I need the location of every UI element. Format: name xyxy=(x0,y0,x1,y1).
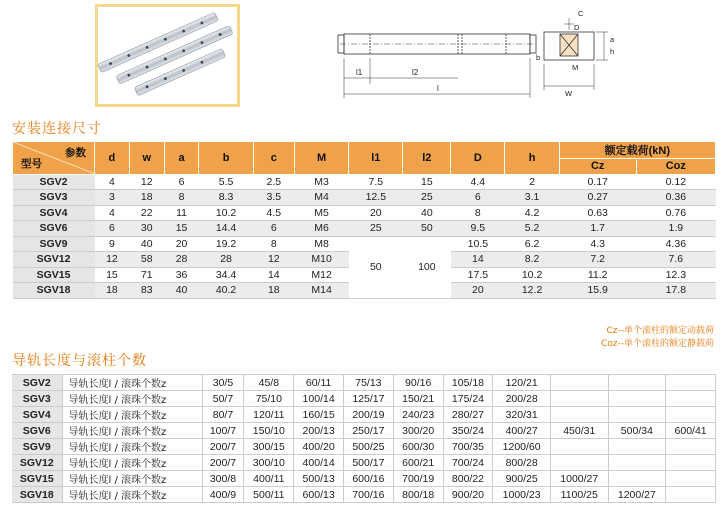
table-cell: 6 xyxy=(253,221,294,237)
length-desc-cell: 导轨长度l / 滚珠个数z xyxy=(62,391,202,407)
dim-label-d: D xyxy=(574,23,580,32)
table-cell xyxy=(666,487,716,503)
col-header-D: D xyxy=(451,142,505,175)
table-cell: 4.36 xyxy=(636,236,715,252)
table-cell: 300/15 xyxy=(244,439,294,455)
dim-label-l1: l1 xyxy=(356,68,363,77)
table-cell: 18 xyxy=(129,190,164,206)
table-row xyxy=(12,375,716,391)
length-desc-cell: 导轨长度l / 滚珠个数z xyxy=(62,455,202,471)
table-cell: M4 xyxy=(294,190,348,206)
table-cell xyxy=(608,471,666,487)
table-cell: 240/23 xyxy=(393,407,443,423)
table-cell: 60/11 xyxy=(294,375,344,391)
table-cell: 8.3 xyxy=(199,190,253,206)
table-cell: 600/13 xyxy=(294,487,344,503)
table-cell: M12 xyxy=(294,267,348,283)
table-cell: 500/34 xyxy=(608,423,666,439)
table-cell: 7.5 xyxy=(349,174,403,190)
table-cell: 5.5 xyxy=(199,174,253,190)
table-cell: 400/9 xyxy=(202,487,244,503)
table-cell: 4.5 xyxy=(253,205,294,221)
table-cell xyxy=(666,455,716,471)
model-cell: SGV9 xyxy=(13,236,95,252)
table-cell: 58 xyxy=(129,252,164,268)
table-cell: 1.9 xyxy=(636,221,715,237)
table-cell: 300/10 xyxy=(244,455,294,471)
table-cell: 5.2 xyxy=(505,221,559,237)
model-cell: SGV4 xyxy=(13,205,95,221)
corner-header xyxy=(13,142,95,175)
table-cell: 100/7 xyxy=(202,423,244,439)
corner-model-label: 型号 xyxy=(21,157,42,170)
table-cell: 12 xyxy=(129,174,164,190)
col-header-h: h xyxy=(505,142,559,175)
dimension-table xyxy=(12,141,716,299)
table-row xyxy=(13,221,716,237)
table-cell: 100/14 xyxy=(294,391,344,407)
table-cell: 150/10 xyxy=(244,423,294,439)
table-cell: 12.5 xyxy=(349,190,403,206)
model-cell: SGV12 xyxy=(13,252,95,268)
table-row xyxy=(13,236,716,252)
section-title-mounting: 安装连接尺寸 xyxy=(12,121,102,137)
table-cell xyxy=(608,407,666,423)
corner-param-label: 参数 xyxy=(65,147,86,159)
table-cell xyxy=(550,455,608,471)
note-cz: Cz--单个滚柱的额定动载荷 xyxy=(606,326,714,336)
table-cell: 6.2 xyxy=(505,236,559,252)
table-cell: 9.5 xyxy=(451,221,505,237)
table-cell xyxy=(666,407,716,423)
table-cell: 22 xyxy=(129,205,164,221)
table-cell: 900/25 xyxy=(493,471,551,487)
table-row xyxy=(12,471,716,487)
table-cell: 0.36 xyxy=(636,190,715,206)
table-cell: 4.4 xyxy=(451,174,505,190)
model-cell: SGV2 xyxy=(12,375,62,391)
table-cell: 12.3 xyxy=(636,267,715,283)
table-cell: 700/35 xyxy=(443,439,493,455)
table-cell xyxy=(550,391,608,407)
model-cell: SGV4 xyxy=(12,407,62,423)
model-cell: SGV6 xyxy=(12,423,62,439)
table-cell: 300/20 xyxy=(393,423,443,439)
table-cell: 20 xyxy=(451,283,505,299)
dim-label-l2: l2 xyxy=(412,68,419,77)
dim-label-c: C xyxy=(578,9,584,18)
col-header-b: b xyxy=(199,142,253,175)
table-cell: 700/19 xyxy=(393,471,443,487)
model-cell: SGV3 xyxy=(12,391,62,407)
length-desc-cell: 导轨长度l / 滚珠个数z xyxy=(62,439,202,455)
table-cell: 0.17 xyxy=(559,174,636,190)
table-cell: 4 xyxy=(95,205,130,221)
table-cell: 125/17 xyxy=(344,391,394,407)
table-cell: 0.12 xyxy=(636,174,715,190)
table-cell xyxy=(550,375,608,391)
table-row xyxy=(12,487,716,503)
table-cell: 1100/25 xyxy=(550,487,608,503)
table-cell: 14 xyxy=(253,267,294,283)
table-cell: 10.2 xyxy=(199,205,253,221)
table-cell: 15 xyxy=(164,221,199,237)
table-cell: 0.63 xyxy=(559,205,636,221)
model-cell: SGV2 xyxy=(13,174,95,190)
table-cell: 800/18 xyxy=(393,487,443,503)
table-cell: 18 xyxy=(253,283,294,299)
table-cell: 200/19 xyxy=(344,407,394,423)
table-cell: 6 xyxy=(451,190,505,206)
table-cell: 1200/27 xyxy=(608,487,666,503)
table-cell: 10.5 xyxy=(451,236,505,252)
table-cell: 2 xyxy=(505,174,559,190)
dim-label-h: h xyxy=(610,47,615,56)
table-cell: 700/16 xyxy=(344,487,394,503)
table-cell: 45/8 xyxy=(244,375,294,391)
table-cell: 500/17 xyxy=(344,455,394,471)
table-cell: M14 xyxy=(294,283,348,299)
table-cell xyxy=(550,407,608,423)
table-cell: 600/16 xyxy=(344,471,394,487)
table-cell xyxy=(608,455,666,471)
length-desc-cell: 导轨长度l / 滚珠个数z xyxy=(62,487,202,503)
table-cell: 10.2 xyxy=(505,267,559,283)
table-row xyxy=(12,391,716,407)
col-header-l2: l2 xyxy=(403,142,451,175)
table-cell xyxy=(608,391,666,407)
table-cell: 200/7 xyxy=(202,455,244,471)
table-cell: 0.27 xyxy=(559,190,636,206)
table-cell: 30 xyxy=(129,221,164,237)
col-header-l1: l1 xyxy=(349,142,403,175)
table-cell: 50/7 xyxy=(202,391,244,407)
table-cell: 25 xyxy=(403,190,451,206)
table-cell: 800/28 xyxy=(493,455,551,471)
table-cell: 36 xyxy=(164,267,199,283)
table-cell: 4.2 xyxy=(505,205,559,221)
model-cell: SGV15 xyxy=(13,267,95,283)
table-cell: 1.7 xyxy=(559,221,636,237)
table-cell: 30/5 xyxy=(202,375,244,391)
table-cell: 4.3 xyxy=(559,236,636,252)
section-title-length: 导轨长度与滚柱个数 xyxy=(12,353,147,369)
table-cell: M6 xyxy=(294,221,348,237)
model-cell: SGV18 xyxy=(13,283,95,299)
table-cell: 175/24 xyxy=(443,391,493,407)
table-cell: 8 xyxy=(164,190,199,206)
length-desc-cell: 导轨长度l / 滚珠个数z xyxy=(62,375,202,391)
table-cell: 3 xyxy=(95,190,130,206)
merged-l1-cell: 50 xyxy=(349,236,403,298)
table-cell xyxy=(666,375,716,391)
table-cell: M8 xyxy=(294,236,348,252)
table-row xyxy=(12,407,716,423)
col-header-d: d xyxy=(95,142,130,175)
table-cell: 600/41 xyxy=(666,423,716,439)
table-cell: M10 xyxy=(294,252,348,268)
table-cell xyxy=(608,375,666,391)
table-cell: 50 xyxy=(403,221,451,237)
table-cell: 120/11 xyxy=(244,407,294,423)
table-cell: 250/17 xyxy=(344,423,394,439)
table-cell: 350/24 xyxy=(443,423,493,439)
table-row xyxy=(12,423,716,439)
table-cell: 75/13 xyxy=(344,375,394,391)
table-row xyxy=(13,205,716,221)
table-cell: 25 xyxy=(349,221,403,237)
table-cell: 105/18 xyxy=(443,375,493,391)
table-cell: 83 xyxy=(129,283,164,299)
length-desc-cell: 导轨长度l / 滚珠个数z xyxy=(62,407,202,423)
table-row xyxy=(13,190,716,206)
table-cell: 600/30 xyxy=(393,439,443,455)
dim-label-w: W xyxy=(565,89,573,98)
table-cell: 12 xyxy=(95,252,130,268)
table-cell: 8 xyxy=(253,236,294,252)
table-cell: M5 xyxy=(294,205,348,221)
table-cell: 700/24 xyxy=(443,455,493,471)
col-header-c: c xyxy=(253,142,294,175)
table-cell: 3.1 xyxy=(505,190,559,206)
table-cell: 11 xyxy=(164,205,199,221)
table-cell: 20 xyxy=(164,236,199,252)
col-header-coz: Coz xyxy=(636,159,715,175)
col-header-cz: Cz xyxy=(559,159,636,175)
table-cell: 6 xyxy=(95,221,130,237)
table-cell: 400/11 xyxy=(244,471,294,487)
table-row xyxy=(12,439,716,455)
table-cell: M3 xyxy=(294,174,348,190)
table-cell: 75/10 xyxy=(244,391,294,407)
table-cell: 17.8 xyxy=(636,283,715,299)
table-cell: 150/21 xyxy=(393,391,443,407)
product-photo xyxy=(95,4,240,107)
table-cell: 40.2 xyxy=(199,283,253,299)
model-cell: SGV6 xyxy=(13,221,95,237)
table-cell: 15 xyxy=(95,267,130,283)
table-row xyxy=(13,174,716,190)
table-cell: 0.76 xyxy=(636,205,715,221)
table-cell: 320/31 xyxy=(493,407,551,423)
table-cell: 400/27 xyxy=(493,423,551,439)
table-cell: 160/15 xyxy=(294,407,344,423)
table-cell: 6 xyxy=(164,174,199,190)
length-table xyxy=(12,374,716,503)
model-cell: SGV15 xyxy=(12,471,62,487)
table-cell: 400/14 xyxy=(294,455,344,471)
table-cell: 90/16 xyxy=(393,375,443,391)
table-cell: 7.6 xyxy=(636,252,715,268)
col-header-w: w xyxy=(129,142,164,175)
table-cell: 7.2 xyxy=(559,252,636,268)
table-cell: 28 xyxy=(199,252,253,268)
table-cell xyxy=(608,439,666,455)
table-cell: 71 xyxy=(129,267,164,283)
table-cell: 450/31 xyxy=(550,423,608,439)
table-cell: 14 xyxy=(451,252,505,268)
merged-l2-cell: 100 xyxy=(403,236,451,298)
dim-label-m: M xyxy=(572,63,579,72)
dim-label-a: a xyxy=(610,35,615,44)
table-cell: 12 xyxy=(253,252,294,268)
table-cell: 8.2 xyxy=(505,252,559,268)
table-cell: 40 xyxy=(129,236,164,252)
table-cell: 34.4 xyxy=(199,267,253,283)
table-cell: 9 xyxy=(95,236,130,252)
table-cell: 15 xyxy=(403,174,451,190)
table-cell xyxy=(666,471,716,487)
table-cell: 3.5 xyxy=(253,190,294,206)
table-cell: 120/21 xyxy=(493,375,551,391)
table-cell: 1000/23 xyxy=(493,487,551,503)
table-cell: 800/22 xyxy=(443,471,493,487)
length-desc-cell: 导轨长度l / 滚珠个数z xyxy=(62,423,202,439)
table-cell: 40 xyxy=(403,205,451,221)
table-cell xyxy=(666,439,716,455)
table-cell: 17.5 xyxy=(451,267,505,283)
table-cell: 4 xyxy=(95,174,130,190)
dim-label-b: b xyxy=(536,53,541,62)
table-cell: 200/28 xyxy=(493,391,551,407)
table-cell: 280/27 xyxy=(443,407,493,423)
model-cell: SGV12 xyxy=(12,455,62,471)
dim-label-l: l xyxy=(437,84,439,93)
table-cell: 1200/60 xyxy=(493,439,551,455)
table-cell: 500/11 xyxy=(244,487,294,503)
table-cell xyxy=(666,391,716,407)
table-cell: 19.2 xyxy=(199,236,253,252)
rail-section-drawing xyxy=(530,4,620,107)
table-cell: 200/7 xyxy=(202,439,244,455)
model-cell: SGV18 xyxy=(12,487,62,503)
model-cell: SGV9 xyxy=(12,439,62,455)
table-cell: 80/7 xyxy=(202,407,244,423)
table-cell: 18 xyxy=(95,283,130,299)
table-cell: 8 xyxy=(451,205,505,221)
table-cell: 900/20 xyxy=(443,487,493,503)
col-header-a: a xyxy=(164,142,199,175)
table-row xyxy=(12,455,716,471)
table-cell: 11.2 xyxy=(559,267,636,283)
table-cell: 400/20 xyxy=(294,439,344,455)
table-cell: 28 xyxy=(164,252,199,268)
table-cell: 14.4 xyxy=(199,221,253,237)
table-cell: 500/25 xyxy=(344,439,394,455)
table-cell: 200/13 xyxy=(294,423,344,439)
model-cell: SGV3 xyxy=(13,190,95,206)
table-cell: 1000/27 xyxy=(550,471,608,487)
table-cell: 40 xyxy=(164,283,199,299)
length-desc-cell: 导轨长度l / 滚珠个数z xyxy=(62,471,202,487)
table-cell: 2.5 xyxy=(253,174,294,190)
table-cell: 500/13 xyxy=(294,471,344,487)
col-header-load: 额定载荷(kN) xyxy=(559,142,715,159)
table-cell xyxy=(550,439,608,455)
table-cell: 300/8 xyxy=(202,471,244,487)
note-coz: Coz--单个滚柱的额定静载荷 xyxy=(600,339,714,349)
table-cell: 12.2 xyxy=(505,283,559,299)
table-cell: 600/21 xyxy=(393,455,443,471)
col-header-m: M xyxy=(294,142,348,175)
table-cell: 20 xyxy=(349,205,403,221)
table-cell: 15.9 xyxy=(559,283,636,299)
